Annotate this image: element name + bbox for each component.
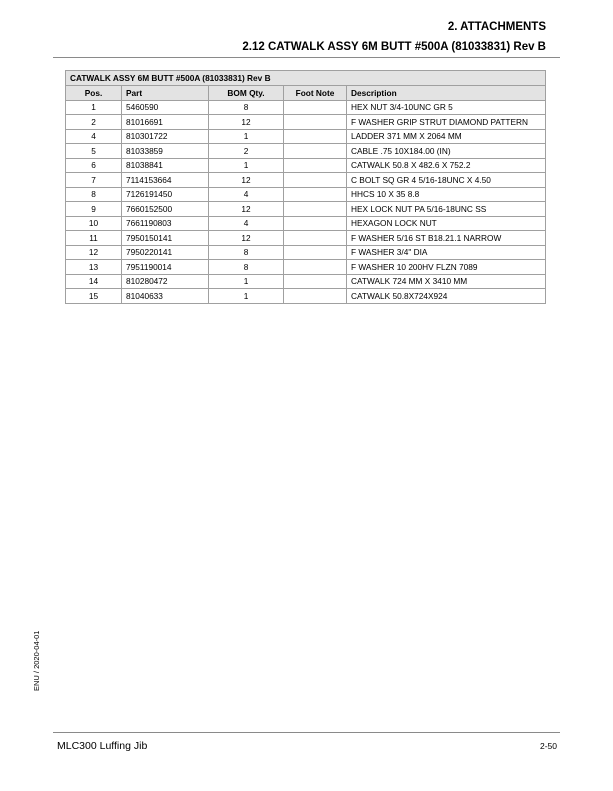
cell-part: 7126191450 [122,187,209,202]
table-row [66,158,546,173]
column-header-foot-note: Foot Note [284,86,347,101]
cell-bom-qty: 1 [209,158,284,173]
cell-pos: 9 [66,202,122,217]
cell-description: CATWALK 50.8X724X924 [347,289,546,304]
cell-part: 7951190014 [122,260,209,275]
bom-table-header-row [66,86,546,101]
cell-part: 810280472 [122,274,209,289]
cell-description: HEX NUT 3/4-10UNC GR 5 [347,100,546,115]
cell-foot-note [284,115,347,130]
cell-bom-qty: 12 [209,202,284,217]
cell-pos: 14 [66,274,122,289]
cell-description: CATWALK 724 MM X 3410 MM [347,274,546,289]
cell-description: HEXAGON LOCK NUT [347,216,546,231]
table-row [66,144,546,159]
cell-pos: 5 [66,144,122,159]
cell-foot-note [284,129,347,144]
column-header-bom-qty: BOM Qty. [209,86,284,101]
table-row [66,129,546,144]
table-row [66,260,546,275]
cell-bom-qty: 1 [209,129,284,144]
cell-description: LADDER 371 MM X 2064 MM [347,129,546,144]
cell-foot-note [284,289,347,304]
cell-bom-qty: 12 [209,231,284,246]
table-row [66,100,546,115]
cell-bom-qty: 4 [209,187,284,202]
table-row [66,202,546,217]
cell-foot-note [284,202,347,217]
header-divider [53,57,560,58]
cell-pos: 11 [66,231,122,246]
cell-foot-note [284,187,347,202]
footer-title: MLC300 Luffing Jib [57,740,148,752]
cell-pos: 6 [66,158,122,173]
table-row [66,187,546,202]
cell-description: CATWALK 50.8 X 482.6 X 752.2 [347,158,546,173]
cell-pos: 2 [66,115,122,130]
cell-description: F WASHER GRIP STRUT DIAMOND PATTERN [347,115,546,130]
cell-part: 7950150141 [122,231,209,246]
cell-pos: 4 [66,129,122,144]
table-row [66,216,546,231]
column-header-pos: Pos. [66,86,122,101]
cell-foot-note [284,158,347,173]
page-number: 2-50 [539,741,557,751]
bom-table-body [66,100,546,303]
page-header [242,20,546,54]
table-row [66,231,546,246]
cell-foot-note [284,245,347,260]
cell-part: 81016691 [122,115,209,130]
cell-bom-qty: 1 [209,289,284,304]
cell-part: 81033859 [122,144,209,159]
cell-pos: 7 [66,173,122,188]
cell-part: 7114153664 [122,173,209,188]
cell-bom-qty: 8 [209,260,284,275]
cell-bom-qty: 4 [209,216,284,231]
cell-part: 81040633 [122,289,209,304]
footer-divider [53,732,560,733]
section-title: 2.12 CATWALK ASSY 6M BUTT #500A (81033831) Rev B [242,41,546,53]
cell-description: F WASHER 3/4" DIA [347,245,546,260]
cell-pos: 10 [66,216,122,231]
cell-part: 7660152500 [122,202,209,217]
cell-description: HHCS 10 X 35 8.8 [347,187,546,202]
table-row [66,289,546,304]
bom-table [65,70,546,304]
chapter-title: 2. ATTACHMENTS [447,21,546,33]
table-row [66,115,546,130]
column-header-description: Description [347,86,546,101]
cell-description: C BOLT SQ GR 4 5/16-18UNC X 4.50 [347,173,546,188]
cell-bom-qty: 12 [209,115,284,130]
cell-foot-note [284,173,347,188]
cell-pos: 13 [66,260,122,275]
cell-foot-note [284,100,347,115]
cell-foot-note [284,231,347,246]
cell-pos: 12 [66,245,122,260]
cell-description: F WASHER 10 200HV FLZN 7089 [347,260,546,275]
cell-bom-qty: 8 [209,245,284,260]
cell-part: 7950220141 [122,245,209,260]
table-row [66,274,546,289]
cell-foot-note [284,260,347,275]
cell-foot-note [284,144,347,159]
cell-description: CABLE .75 10X184.00 (IN) [347,144,546,159]
cell-foot-note [284,216,347,231]
cell-description: HEX LOCK NUT PA 5/16-18UNC SS [347,202,546,217]
cell-bom-qty: 8 [209,100,284,115]
bom-table-caption: CATWALK ASSY 6M BUTT #500A (81033831) Rev B [65,70,546,85]
table-row [66,173,546,188]
revision-date-label: ENU / 2020-04-01 [32,630,41,691]
cell-pos: 8 [66,187,122,202]
cell-foot-note [284,274,347,289]
table-row [66,245,546,260]
cell-pos: 1 [66,100,122,115]
cell-description: F WASHER 5/16 ST B18.21.1 NARROW [347,231,546,246]
cell-part: 5460590 [122,100,209,115]
cell-bom-qty: 12 [209,173,284,188]
cell-part: 7661190803 [122,216,209,231]
cell-part: 81038841 [122,158,209,173]
cell-bom-qty: 2 [209,144,284,159]
column-header-part: Part [122,86,209,101]
cell-bom-qty: 1 [209,274,284,289]
cell-part: 810301722 [122,129,209,144]
cell-pos: 15 [66,289,122,304]
